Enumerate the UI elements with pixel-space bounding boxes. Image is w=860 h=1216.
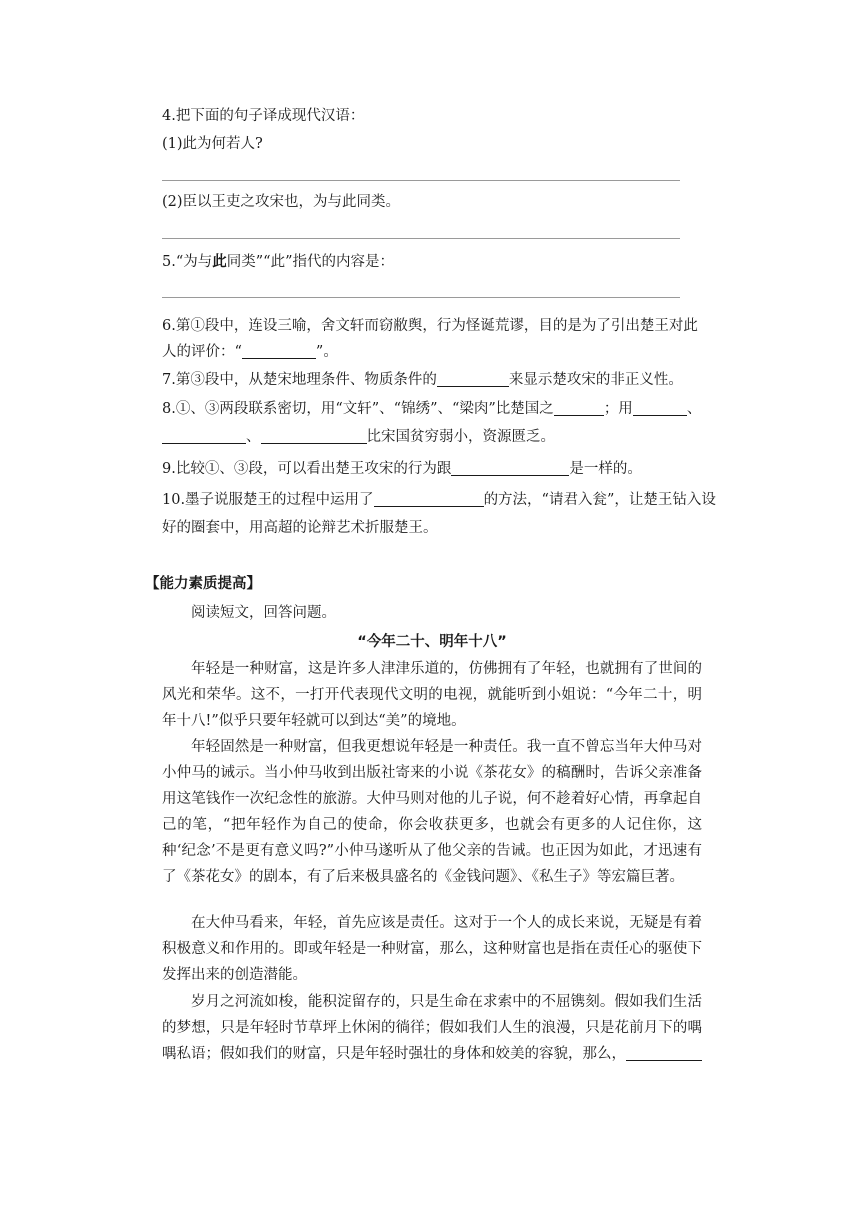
article-paragraph-2: 年轻固然是一种财富，但我更想说年轻是一种责任。我一直不曾忘当年大仲马对小仲马的诫示。当小仲马收到出版社寄来的小说《茶花女》的稿酬时，告诉父亲准备用这笔钱作一次纪念性的旅游。大仲马则对他的儿子说，何不趁着好心情，再拿起自己的笔，“把年轻作为自己的使命，你会收获更多，也就会有更多的人记住你，这种‘纪念’不是更有意义吗?”小仲马遂听从了他父亲的告诫。也正因为如此，才迅速有了《茶花女》的剧本，有了后来极具盛名的《金钱问题》、《私生子》等宏篇巨著。 [162, 739, 702, 885]
q8-text-c: 、 [686, 401, 702, 417]
q7-text-a: 7.第③段中，从楚宋地理条件、物质条件的 [162, 372, 437, 388]
q10-line-2: 好的圈套中，用高超的论辩艺术折服楚王。 [162, 520, 438, 536]
q4-prompt: 4.把下面的句子译成现代汉语： [162, 108, 365, 124]
q10-text-b: 的方法，“请君入瓮”，让楚王钻入设 [483, 492, 716, 508]
article-paragraph-4-text: 岁月之河流如梭，能积淀留存的，只是生命在求索中的不屈镌刻。假如我们生活的梦想，只是年轻时节草坪上休闲的徜徉；假如我们人生的浪漫，只是花前月下的喁喁私语；假如我们的财富，只是年轻时强壮的身体和姣美的容貌，那么， [162, 994, 702, 1062]
q4-answer-line-2[interactable] [162, 238, 680, 239]
q7-line [162, 370, 702, 390]
q7-text-b: 来显示楚攻宋的非正义性。 [508, 372, 683, 388]
q5-prompt-b: 同类”“此”指代的内容是： [226, 254, 394, 270]
q5-answer-line[interactable] [162, 297, 680, 298]
q5-prompt [162, 252, 702, 272]
q8-text-a: 8.①、③两段联系密切，用“文轩”、“锦绣”、“梁肉”比楚国之 [162, 401, 554, 417]
section-instruction: 阅读短文，回答问题。 [191, 605, 336, 621]
q6-line-2 [162, 342, 702, 362]
q8-blank-2[interactable] [633, 401, 687, 416]
q8-blank-4[interactable] [261, 429, 367, 444]
q8-text-e: 比宋国贫穷弱小，资源匮乏。 [366, 429, 555, 445]
q6-text-b: ”。 [315, 344, 338, 360]
q4-answer-line-1[interactable] [162, 180, 680, 181]
q9-text-a: 9.比较①、③段，可以看出楚王攻宋的行为跟 [162, 461, 452, 477]
q6-line-1: 6.第①段中，连设三喻，舍文轩而窃敝舆，行为怪诞荒谬，目的是为了引出楚王对此 [162, 318, 698, 334]
section-heading: 【能力素质提高】 [145, 576, 261, 592]
q6-blank[interactable] [242, 344, 316, 359]
article-paragraph-4-blank[interactable] [626, 1046, 702, 1061]
article-title: “今年二十、明年十八” [357, 634, 507, 650]
q8-line-1 [162, 399, 702, 419]
q9-line [162, 459, 702, 479]
q5-prompt-bold: 此 [212, 253, 227, 270]
q4-item-1: (1)此为何若人? [162, 136, 263, 152]
q7-blank[interactable] [437, 372, 509, 387]
article-paragraph-4 [162, 989, 702, 1067]
q8-text-d: 、 [246, 429, 261, 445]
q8-blank-1[interactable] [554, 401, 604, 416]
q6-text-a: 人的评价：“ [162, 344, 242, 360]
article-paragraph-3: 在大仲马看来，年轻，首先应该是责任。这对于一个人的成长来说，无疑是有着积极意义和作用的。即或年轻是一种财富，那么，这种财富也是指在责任心的驱使下发挥出来的创造潜能。 [162, 915, 702, 983]
q5-prompt-a: 5.“为与 [162, 254, 213, 270]
article-paragraph-1: 年轻是一种财富，这是许多人津津乐道的，仿佛拥有了年轻，也就拥有了世间的风光和荣华。这不，一打开代表现代文明的电视，就能听到小姐说：“今年二十，明年十八!”似乎只要年轻就可以到达“美”的境地。 [162, 661, 702, 729]
q4-item-2: (2)臣以王吏之攻宋也，为与此同类。 [162, 194, 401, 210]
q8-line-2 [162, 427, 702, 447]
q9-text-b: 是一样的。 [569, 461, 642, 477]
q8-blank-3[interactable] [162, 429, 246, 444]
q10-line-1 [162, 490, 716, 510]
q10-blank[interactable] [374, 492, 484, 507]
q10-text-a: 10.墨子说服楚王的过程中运用了 [162, 492, 374, 508]
q9-blank[interactable] [451, 461, 569, 476]
q8-text-b: ；用 [603, 401, 633, 417]
